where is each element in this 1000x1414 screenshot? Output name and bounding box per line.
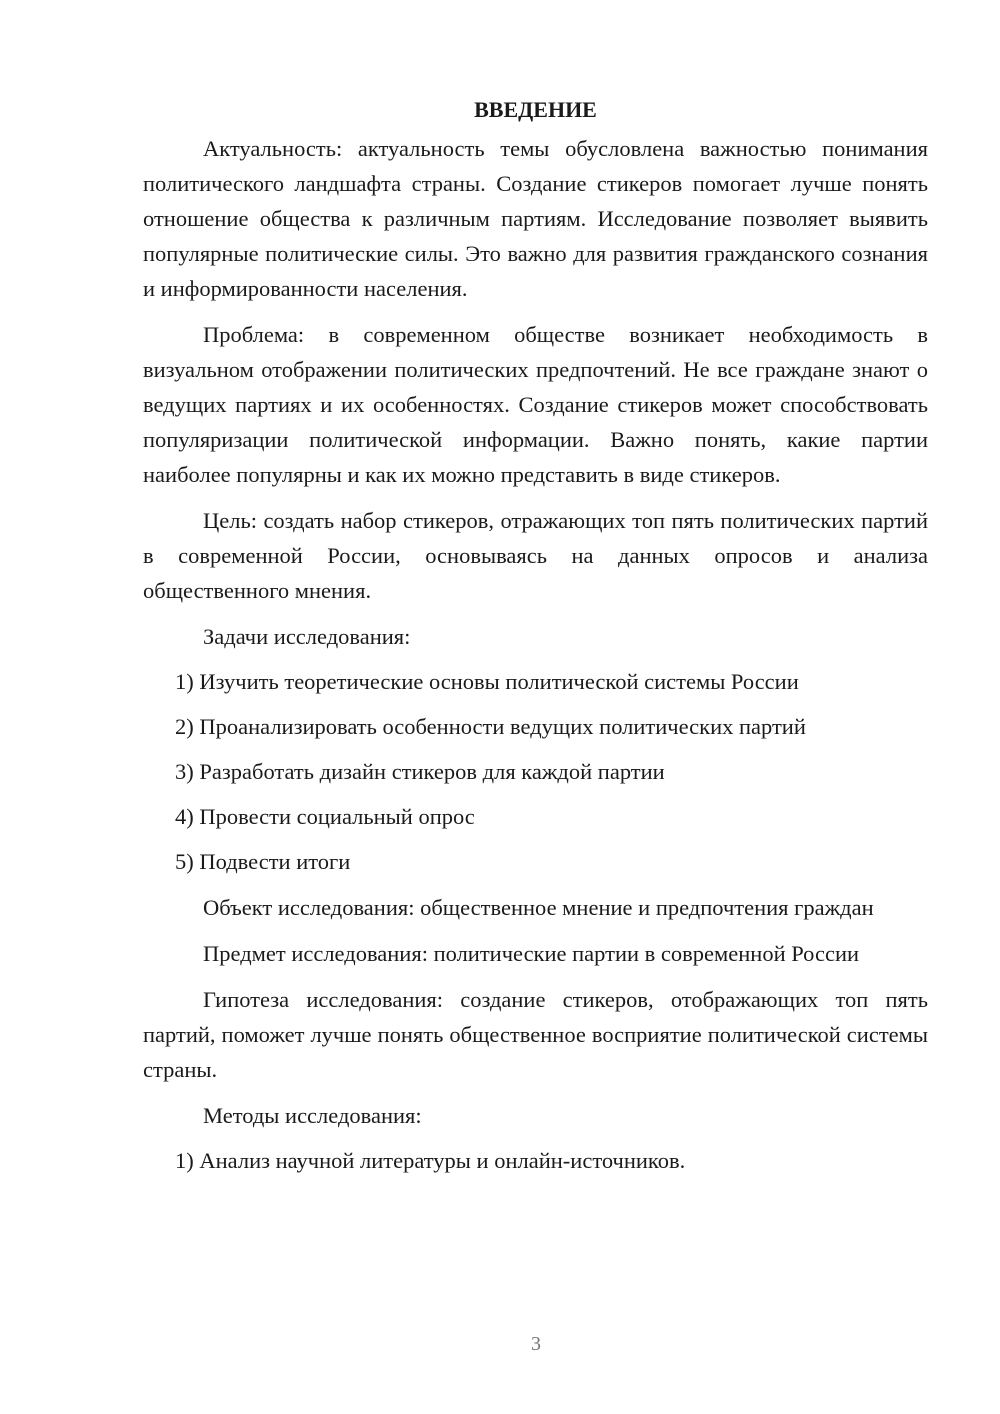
- task-item: 3) Разработать дизайн стикеров для каждой партии: [175, 759, 665, 784]
- tasks-heading: Задачи исследования:: [203, 624, 411, 649]
- document-page: [143, 92, 928, 1178]
- task-item: 2) Проанализировать особенности ведущих политических партий: [175, 714, 806, 739]
- task-item: 4) Провести социальный опрос: [175, 804, 475, 829]
- subject-paragraph: Предмет исследования: политические партии в современной России: [203, 941, 860, 966]
- page-title: ВВЕДЕНИЕ: [474, 97, 597, 122]
- relevance-paragraph: Актуальность: актуальность темы обусловлена важностью понимания политического ландшафта страны. Создание стикеров помогает лучше понять отношение общества к различным партиям. Исследование позволяет выявить популярные политические силы. Это важно для развития гражданского сознания и информированности населения.: [143, 136, 928, 301]
- problem-paragraph: Проблема: в современном обществе возникает необходимость в визуальном отображении политических предпочтений. Не все граждане знают о ведущих партиях и их особенностях. Создание стикеров может способствовать популяризации политической информации. Важно понять, какие партии наиболее популярны и как их можно представить в виде стикеров.: [143, 322, 928, 487]
- object-paragraph: Объект исследования: общественное мнение и предпочтения граждан: [203, 895, 874, 920]
- hypothesis-paragraph: Гипотеза исследования: создание стикеров, отображающих топ пять партий, поможет лучше понять общественное восприятие политической системы страны.: [143, 987, 928, 1082]
- page-number: 3: [531, 1333, 541, 1355]
- method-item: 1) Анализ научной литературы и онлайн-источников.: [175, 1148, 686, 1173]
- task-item: 5) Подвести итоги: [175, 849, 351, 874]
- task-item: 1) Изучить теоретические основы политической системы России: [175, 669, 799, 694]
- goal-paragraph: Цель: создать набор стикеров, отражающих топ пять политических партий в современной России, основываясь на данных опросов и анализа общественного мнения.: [143, 508, 928, 603]
- methods-heading: Методы исследования:: [203, 1103, 422, 1128]
